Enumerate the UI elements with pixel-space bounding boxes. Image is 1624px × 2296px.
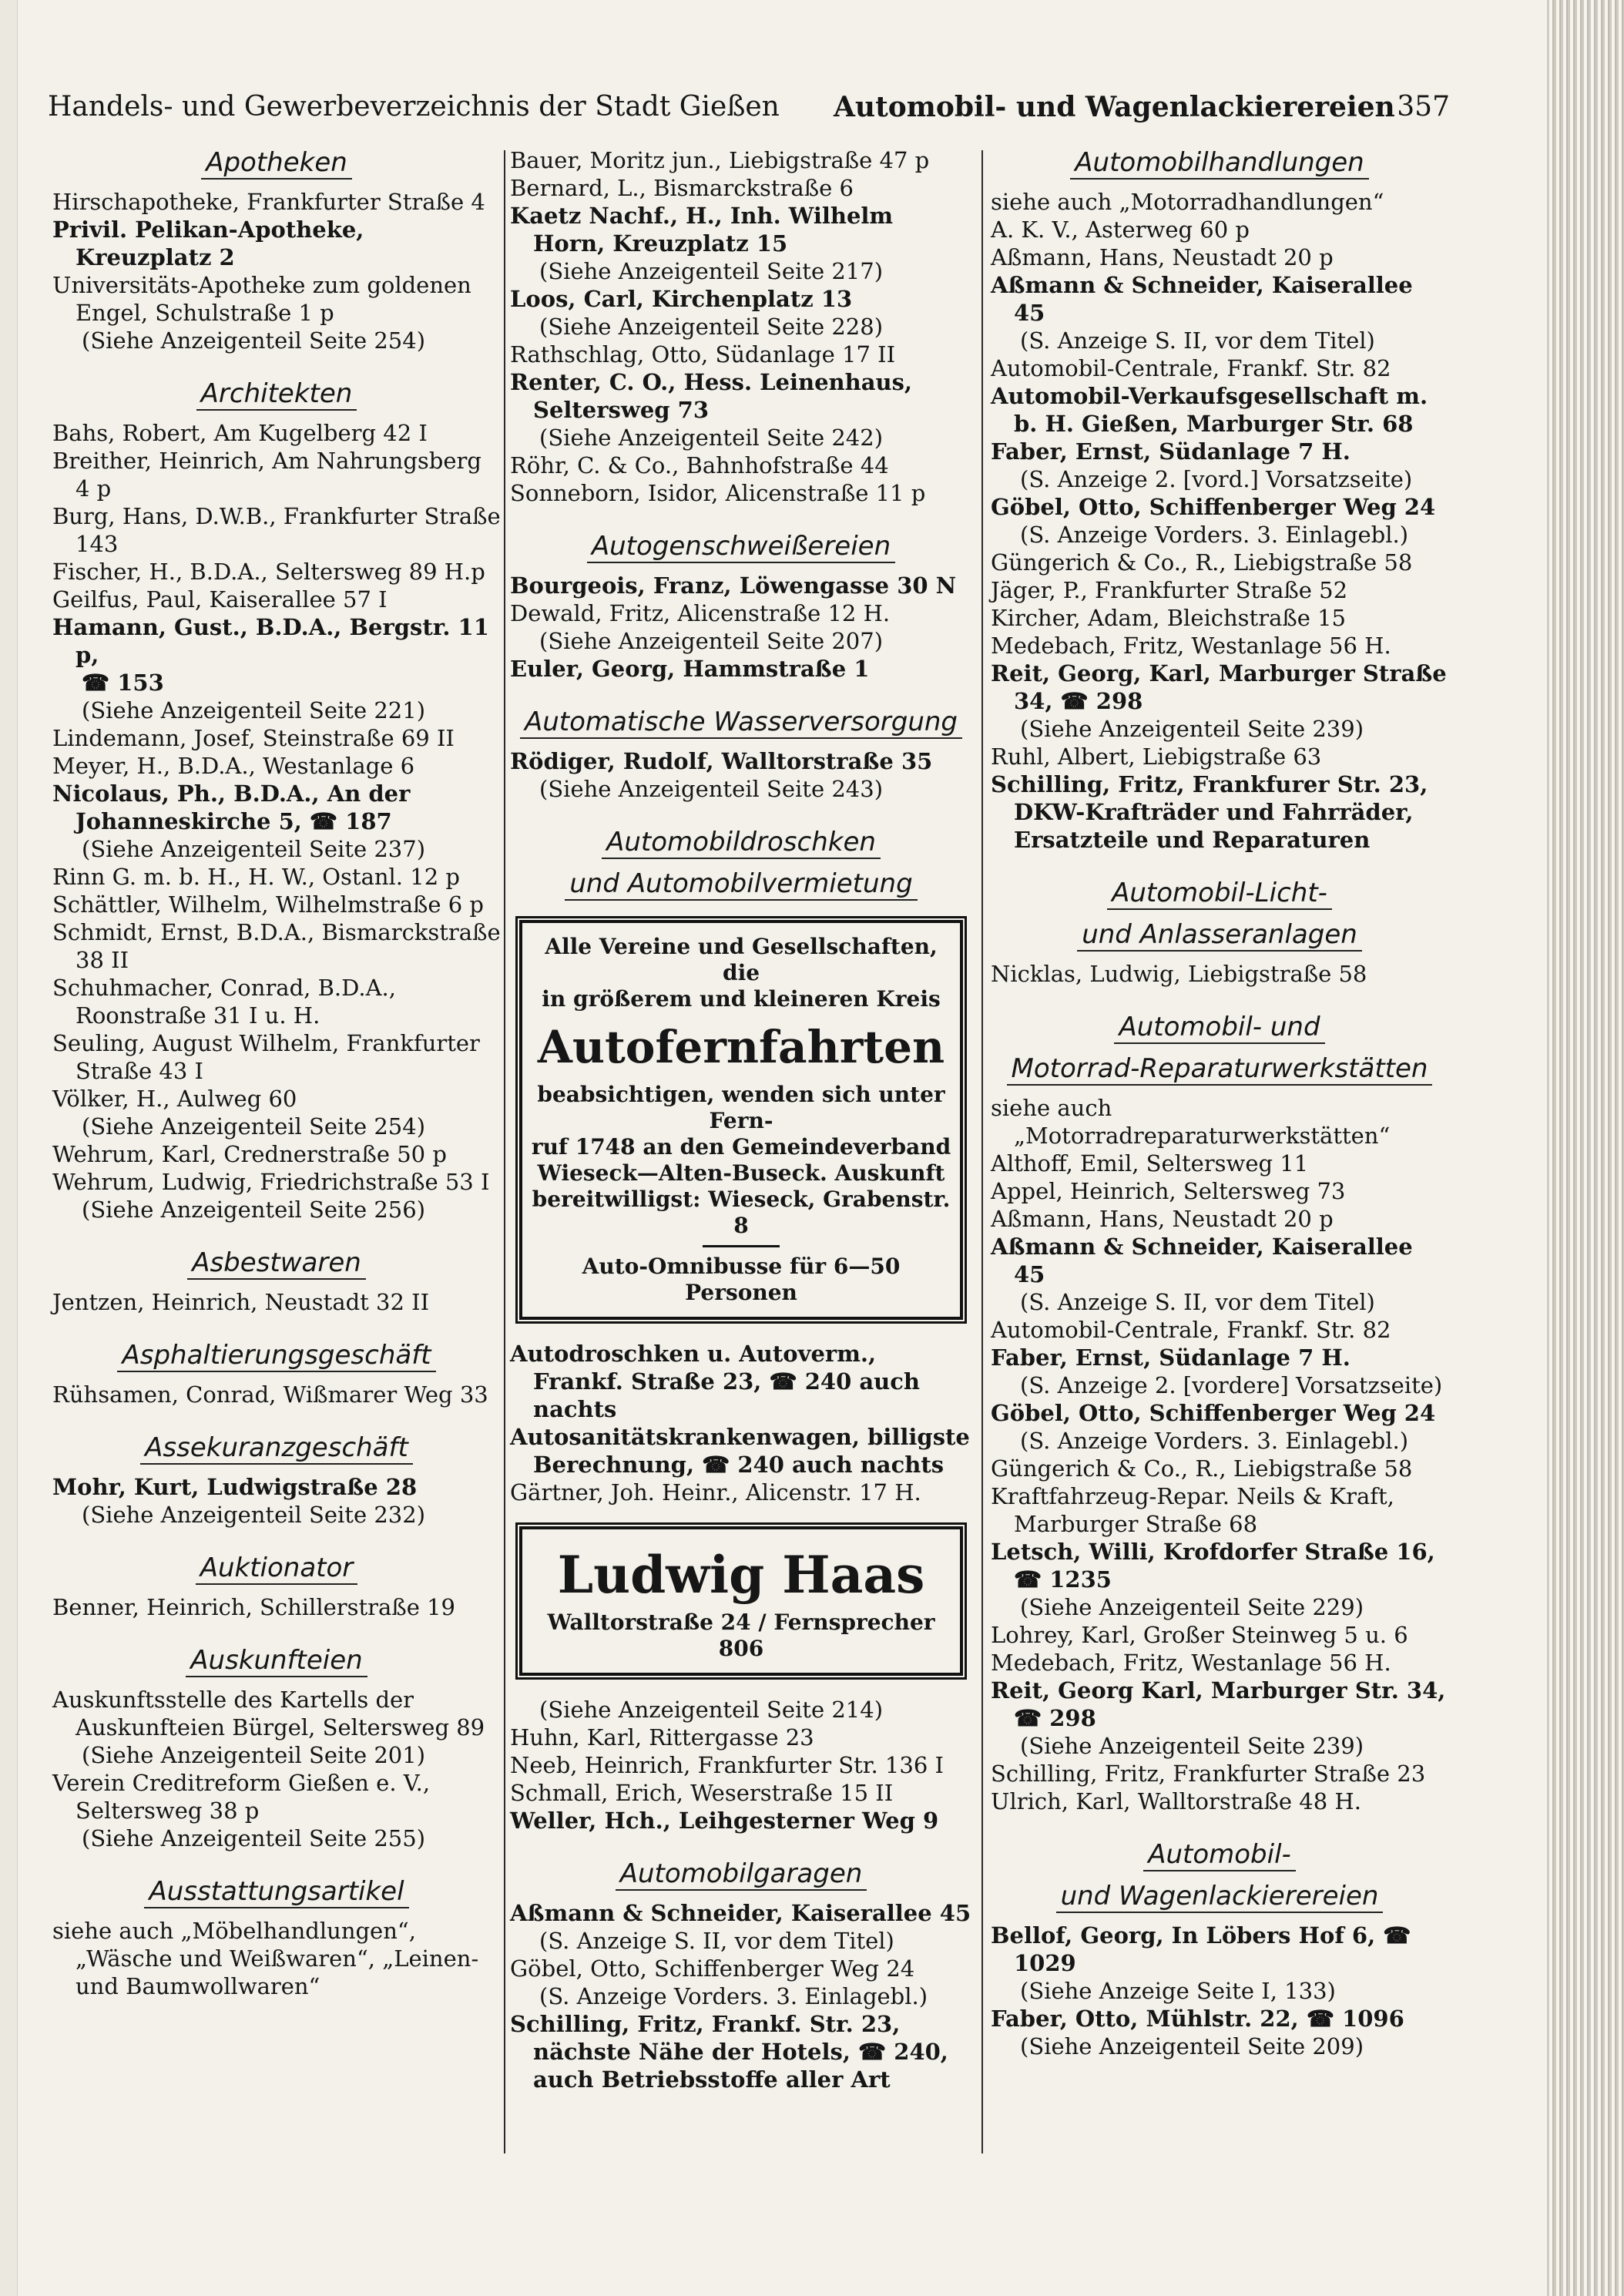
left-page-edge bbox=[0, 0, 18, 2296]
list-item: Aßmann, Hans, Neustadt 20 p bbox=[991, 1206, 1334, 1232]
ad-reference: (Siehe Anzeigenteil Seite 209) bbox=[1020, 2033, 1364, 2059]
list-item: Rathschlag, Otto, Südanlage 17 II bbox=[510, 341, 896, 368]
list-item: Schilling, Fritz, Frankfurer Str. 23, DKW-Krafträder und Fahrräder, Ersatzteile und Reparaturen bbox=[991, 771, 1428, 853]
list-item: Göbel, Otto, Schiffenberger Weg 24 bbox=[510, 1955, 915, 1982]
list-item: Universitäts-Apotheke zum goldenen Engel, Schulstraße 1 p bbox=[52, 272, 471, 326]
ad-reference: (S. Anzeige Vorders. 3. Einlagebl.) bbox=[1020, 1428, 1409, 1454]
ad-reference: (Siehe Anzeigenteil Seite 239) bbox=[1020, 1733, 1364, 1759]
ad-reference: (Siehe Anzeigenteil Seite 237) bbox=[82, 836, 426, 862]
section-title: Ausstattungsartikel bbox=[52, 1875, 501, 1908]
list-item: Nicklas, Ludwig, Liebigstraße 58 bbox=[991, 961, 1367, 987]
section-title: Autogenschweißereien bbox=[510, 530, 972, 562]
list-item: Gärtner, Joh. Heinr., Alicenstr. 17 H. bbox=[510, 1479, 921, 1505]
section-title: und Wagenlackierereien bbox=[991, 1880, 1448, 1912]
column-left bbox=[52, 146, 501, 2000]
page-number: 357 bbox=[1397, 91, 1450, 123]
list-item: Faber, Ernst, Südanlage 7 H. bbox=[991, 1344, 1351, 1371]
header-section: Automobil- und Wagenlackierereien bbox=[834, 91, 1395, 123]
list-item: Meyer, H., B.D.A., Westanlage 6 bbox=[52, 753, 415, 779]
list-item: Hirschapotheke, Frankfurter Straße 4 bbox=[52, 189, 485, 215]
list-item: Schmall, Erich, Weserstraße 15 II bbox=[510, 1780, 894, 1806]
list-item: Schilling, Fritz, Frankf. Str. 23, nächste Nähe der Hotels, ☎ 240, auch Betriebsstoffe aller Art bbox=[510, 2011, 948, 2093]
column-right bbox=[991, 146, 1448, 2060]
list-item: Benner, Heinrich, Schillerstraße 19 bbox=[52, 1594, 455, 1620]
list-item: Auskunftsstelle des Kartells der Auskunfteien Bürgel, Seltersweg 89 bbox=[52, 1687, 485, 1740]
list-item: Hamann, Gust., B.D.A., Bergstr. 11 p, bbox=[52, 614, 489, 668]
list-item: Jentzen, Heinrich, Neustadt 32 II bbox=[52, 1289, 430, 1315]
list-item: A. K. V., Asterweg 60 p bbox=[991, 217, 1250, 243]
list-item: Breither, Heinrich, Am Nahrungsberg 4 p bbox=[52, 448, 481, 502]
ad-reference: (Siehe Anzeige Seite I, 133) bbox=[1020, 1978, 1336, 2004]
ad-reference: (S. Anzeige S. II, vor dem Titel) bbox=[539, 1928, 894, 1954]
list-item: Automobil-Verkaufsgesellschaft m. b. H. Gießen, Marburger Str. 68 bbox=[991, 383, 1428, 437]
ad-reference: (Siehe Anzeigenteil Seite 254) bbox=[82, 1113, 426, 1140]
list-item: Neeb, Heinrich, Frankfurter Str. 136 I bbox=[510, 1752, 944, 1778]
cross-reference: siehe auch „Motorradreparaturwerkstätten“ bbox=[991, 1095, 1391, 1149]
section-title: und Anlasseranlagen bbox=[991, 918, 1448, 951]
list-item: Schättler, Wilhelm, Wilhelmstraße 6 p bbox=[52, 891, 484, 918]
ad-reference: (S. Anzeige 2. [vord.] Vorsatzseite) bbox=[1020, 466, 1413, 492]
list-item: Verein Creditreform Gießen e. V., Seltersweg 38 p bbox=[52, 1770, 431, 1824]
section-title: Auskunfteien bbox=[52, 1644, 501, 1677]
list-item: Ruhl, Albert, Liebigstraße 63 bbox=[991, 744, 1322, 770]
list-item: Aßmann & Schneider, Kaiserallee 45 bbox=[991, 272, 1413, 326]
section-title: Automobildroschken bbox=[510, 826, 972, 858]
section-title: Asbestwaren bbox=[52, 1247, 501, 1279]
list-item: Bourgeois, Franz, Löwengasse 30 N bbox=[510, 572, 957, 599]
list-item: Bauer, Moritz jun., Liebigstraße 47 p bbox=[510, 147, 930, 173]
section-title: Automobil-Licht- bbox=[991, 877, 1448, 909]
list-item: Autodroschken u. Autoverm., Frankf. Straße 23, ☎ 240 auch nachts bbox=[510, 1341, 920, 1422]
ad-reference: (Siehe Anzeigenteil Seite 217) bbox=[539, 258, 884, 284]
page-header bbox=[48, 91, 1450, 137]
list-item: Ulrich, Karl, Walltorstraße 48 H. bbox=[991, 1788, 1361, 1814]
ad-reference: (Siehe Anzeigenteil Seite 256) bbox=[82, 1197, 426, 1223]
list-item: Kircher, Adam, Bleichstraße 15 bbox=[991, 605, 1347, 631]
ad-headline: Ludwig Haas bbox=[557, 1545, 925, 1605]
ad-divider bbox=[703, 1245, 780, 1247]
list-item: Bahs, Robert, Am Kugelberg 42 I bbox=[52, 420, 428, 446]
cross-reference: siehe auch „Motorradhandlungen“ bbox=[991, 189, 1384, 215]
ad-reference: (Siehe Anzeigenteil Seite 254) bbox=[82, 327, 426, 354]
column-rule bbox=[981, 150, 983, 2153]
ad-reference: (Siehe Anzeigenteil Seite 207) bbox=[539, 628, 884, 654]
list-item: Rinn G. m. b. H., H. W., Ostanl. 12 p bbox=[52, 864, 460, 890]
list-item: Aßmann & Schneider, Kaiserallee 45 bbox=[991, 1234, 1413, 1287]
list-item: Reit, Georg, Karl, Marburger Straße 34, ☎ 298 bbox=[991, 660, 1447, 714]
advertisement-autofernfahrten bbox=[519, 920, 963, 1320]
ad-line: ruf 1748 an den Gemeindeverband bbox=[531, 1134, 951, 1160]
list-item: Schuhmacher, Conrad, B.D.A., Roonstraße 31 I u. H. bbox=[52, 975, 396, 1029]
list-item: Sonneborn, Isidor, Alicenstraße 11 p bbox=[510, 480, 926, 506]
list-item: Mohr, Kurt, Ludwigstraße 28 bbox=[52, 1474, 418, 1500]
list-item: Medebach, Fritz, Westanlage 56 H. bbox=[991, 633, 1391, 659]
list-item: Wehrum, Karl, Crednerstraße 50 p bbox=[52, 1141, 447, 1167]
list-item: Nicolaus, Ph., B.D.A., An der Johanneskirche 5, ☎ 187 bbox=[52, 780, 411, 834]
list-item: Renter, C. O., Hess. Leinenhaus, Seltersweg 73 bbox=[510, 369, 913, 423]
ad-reference: (Siehe Anzeigenteil Seite 255) bbox=[82, 1825, 426, 1851]
section-title: Automobil- und bbox=[991, 1011, 1448, 1043]
ad-reference: (S. Anzeige Vorders. 3. Einlagebl.) bbox=[1020, 522, 1409, 548]
list-item: Aßmann, Hans, Neustadt 20 p bbox=[991, 244, 1334, 270]
ad-reference: (Siehe Anzeigenteil Seite 243) bbox=[539, 776, 884, 802]
list-item: Dewald, Fritz, Alicenstraße 12 H. bbox=[510, 600, 891, 626]
ad-reference: (Siehe Anzeigenteil Seite 239) bbox=[1020, 716, 1364, 742]
list-item: Göbel, Otto, Schiffenberger Weg 24 bbox=[991, 1400, 1436, 1426]
list-item: Fischer, H., B.D.A., Seltersweg 89 H.p bbox=[52, 559, 485, 585]
list-item: Röhr, C. & Co., Bahnhofstraße 44 bbox=[510, 452, 889, 478]
list-item: Euler, Georg, Hammstraße 1 bbox=[510, 656, 870, 682]
ad-line: Walltorstraße 24 / Fernsprecher 806 bbox=[547, 1610, 935, 1661]
ad-reference: (S. Anzeige 2. [vordere] Vorsatzseite) bbox=[1020, 1372, 1443, 1398]
list-item: Huhn, Karl, Rittergasse 23 bbox=[510, 1724, 814, 1751]
list-item: siehe auch „Möbelhandlungen“, „Wäsche und Weißwaren“, „Leinen- und Baumwollwaren“ bbox=[52, 1918, 479, 1999]
column-middle bbox=[510, 146, 972, 2093]
list-item: Güngerich & Co., R., Liebigstraße 58 bbox=[991, 549, 1413, 576]
advertisement-ludwig-haas bbox=[519, 1526, 963, 1676]
list-item: Reit, Georg Karl, Marburger Str. 34, ☎ 298 bbox=[991, 1677, 1446, 1731]
ad-headline: Autofernfahrten bbox=[537, 1021, 945, 1073]
list-item: Güngerich & Co., R., Liebigstraße 58 bbox=[991, 1455, 1413, 1482]
ad-reference: (Siehe Anzeigenteil Seite 214) bbox=[539, 1697, 884, 1723]
column-rule bbox=[504, 150, 505, 2153]
section-title: Assekuranzgeschäft bbox=[52, 1432, 501, 1464]
ad-reference: (Siehe Anzeigenteil Seite 232) bbox=[82, 1502, 426, 1528]
list-item: Seuling, August Wilhelm, Frankfurter Straße 43 I bbox=[52, 1030, 480, 1084]
section-title: Motorrad-Reparaturwerkstätten bbox=[991, 1052, 1448, 1085]
list-item: Kraftfahrzeug-Repar. Neils & Kraft, Marburger Straße 68 bbox=[991, 1483, 1394, 1537]
list-item: Kaetz Nachf., H., Inh. Wilhelm Horn, Kreuzplatz 15 bbox=[510, 203, 894, 257]
list-item: Bernard, L., Bismarckstraße 6 bbox=[510, 175, 854, 201]
ad-reference: (Siehe Anzeigenteil Seite 229) bbox=[1020, 1594, 1364, 1620]
ad-line: bereitwilligst: Wieseck, Grabenstr. 8 bbox=[532, 1187, 951, 1238]
ad-line: Alle Vereine und Gesellschaften, die bbox=[545, 934, 938, 985]
list-item: Schilling, Fritz, Frankfurter Straße 23 bbox=[991, 1761, 1426, 1787]
list-item: Göbel, Otto, Schiffenberger Weg 24 bbox=[991, 494, 1436, 520]
ad-line: Wieseck—Alten-Buseck. Auskunft bbox=[537, 1160, 945, 1186]
section-title: Apotheken bbox=[52, 146, 501, 179]
list-item: Rühsamen, Conrad, Wißmarer Weg 33 bbox=[52, 1381, 488, 1408]
list-item: Wehrum, Ludwig, Friedrichstraße 53 I bbox=[52, 1169, 490, 1195]
list-item: Loos, Carl, Kirchenplatz 13 bbox=[510, 286, 853, 312]
list-item: Burg, Hans, D.W.B., Frankfurter Straße 143 bbox=[52, 503, 501, 557]
list-item: Automobil-Centrale, Frankf. Str. 82 bbox=[991, 355, 1391, 381]
section-title: Auktionator bbox=[52, 1552, 501, 1584]
section-title: Automobilhandlungen bbox=[991, 146, 1448, 179]
list-item: Automobil-Centrale, Frankf. Str. 82 bbox=[991, 1317, 1391, 1343]
ad-reference: (Siehe Anzeigenteil Seite 201) bbox=[82, 1742, 426, 1768]
ad-reference: (Siehe Anzeigenteil Seite 221) bbox=[82, 697, 426, 723]
ad-reference: (S. Anzeige Vorders. 3. Einlagebl.) bbox=[539, 1983, 928, 2009]
right-page-edge bbox=[1547, 0, 1624, 2296]
section-title: und Automobilvermietung bbox=[510, 868, 972, 900]
list-item: Geilfus, Paul, Kaiserallee 57 I bbox=[52, 586, 388, 613]
ad-line: beabsichtigen, wenden sich unter Fern- bbox=[537, 1082, 945, 1133]
ad-reference: (S. Anzeige S. II, vor dem Titel) bbox=[1020, 1289, 1375, 1315]
list-item: Letsch, Willi, Krofdorfer Straße 16, ☎ 1235 bbox=[991, 1539, 1435, 1593]
section-title: Automobil- bbox=[991, 1838, 1448, 1871]
section-title: Architekten bbox=[52, 378, 501, 410]
list-item: Faber, Ernst, Südanlage 7 H. bbox=[991, 438, 1351, 465]
list-item: Althoff, Emil, Seltersweg 11 bbox=[991, 1150, 1309, 1177]
ad-reference: (S. Anzeige S. II, vor dem Titel) bbox=[1020, 327, 1375, 354]
list-item: Schmidt, Ernst, B.D.A., Bismarckstraße 38 II bbox=[52, 919, 501, 973]
section-title: Asphaltierungsgeschäft bbox=[52, 1339, 501, 1371]
list-item: Medebach, Fritz, Westanlage 56 H. bbox=[991, 1650, 1391, 1676]
list-item: Rödiger, Rudolf, Walltorstraße 35 bbox=[510, 748, 933, 774]
section-title: Automobilgaragen bbox=[510, 1858, 972, 1890]
list-item: Lohrey, Karl, Großer Steinweg 5 u. 6 bbox=[991, 1622, 1408, 1648]
list-item: Völker, H., Aulweg 60 bbox=[52, 1086, 297, 1112]
section-title: Automatische Wasserversorgung bbox=[510, 706, 972, 738]
list-item: Jäger, P., Frankfurter Straße 52 bbox=[991, 577, 1348, 603]
list-item: Bellof, Georg, In Löbers Hof 6, ☎ 1029 bbox=[991, 1922, 1411, 1976]
list-item: Appel, Heinrich, Seltersweg 73 bbox=[991, 1178, 1346, 1204]
header-title: Handels- und Gewerbeverzeichnis der Stadt Gießen bbox=[48, 91, 780, 123]
ad-line: in größerem und kleineren Kreis bbox=[542, 986, 941, 1012]
list-item: Aßmann & Schneider, Kaiserallee 45 bbox=[510, 1900, 971, 1926]
list-item: Faber, Otto, Mühlstr. 22, ☎ 1096 bbox=[991, 2006, 1404, 2032]
list-item: Lindemann, Josef, Steinstraße 69 II bbox=[52, 725, 455, 751]
phone-number: ☎ 153 bbox=[82, 670, 164, 696]
ad-line: Auto-Omnibusse für 6—50 Personen bbox=[582, 1254, 901, 1305]
ad-reference: (Siehe Anzeigenteil Seite 242) bbox=[539, 425, 884, 451]
list-item: Privil. Pelikan-Apotheke, Kreuzplatz 2 bbox=[52, 217, 364, 270]
list-item: Weller, Hch., Leihgesterner Weg 9 bbox=[510, 1808, 939, 1834]
ad-reference: (Siehe Anzeigenteil Seite 228) bbox=[539, 314, 884, 340]
list-item: Autosanitätskrankenwagen, billigste Berechnung, ☎ 240 auch nachts bbox=[510, 1424, 970, 1478]
